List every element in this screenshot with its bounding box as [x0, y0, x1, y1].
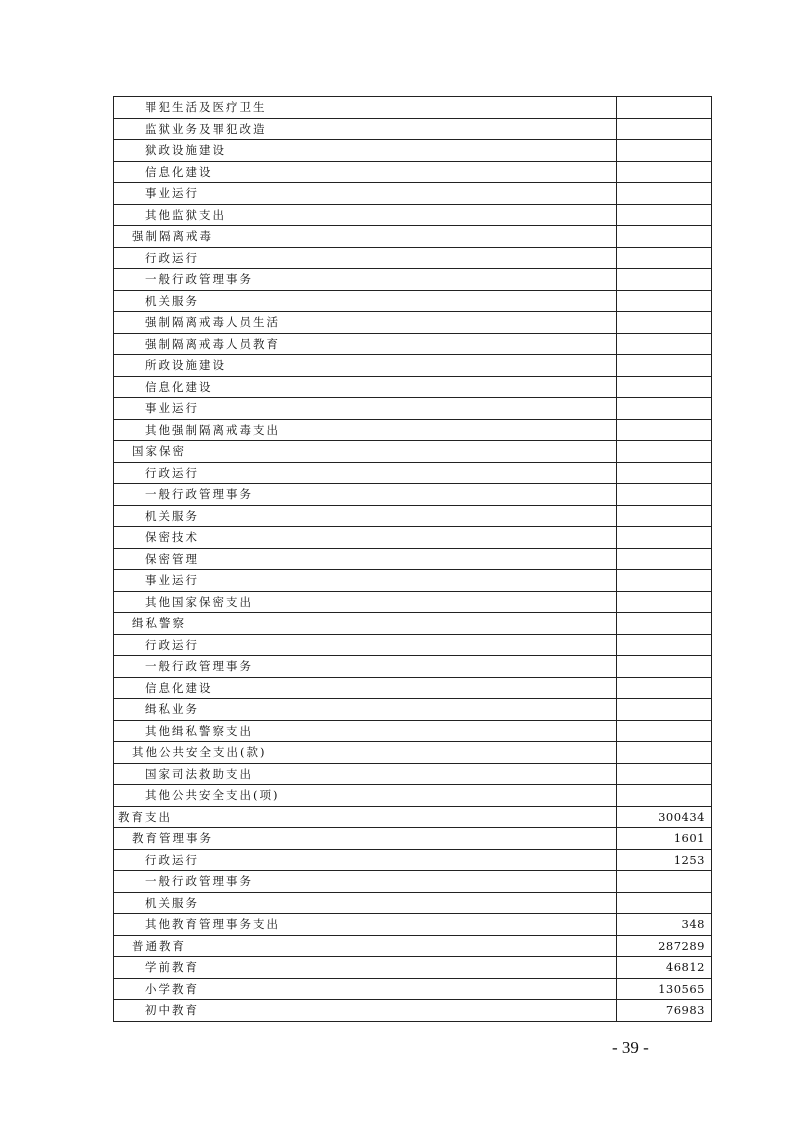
row-label: 信息化建设 — [114, 161, 617, 183]
table-row — [114, 699, 712, 721]
row-value — [617, 441, 712, 463]
table-row — [114, 419, 712, 441]
row-value — [617, 290, 712, 312]
row-value — [617, 398, 712, 420]
table-row — [114, 269, 712, 291]
table-row — [114, 720, 712, 742]
table-row — [114, 183, 712, 205]
table-row — [114, 591, 712, 613]
table-row — [114, 892, 712, 914]
table-row — [114, 742, 712, 764]
row-label: 保密技术 — [114, 527, 617, 549]
row-value — [617, 419, 712, 441]
table-row — [114, 957, 712, 979]
row-value — [617, 355, 712, 377]
row-label: 强制隔离戒毒 — [114, 226, 617, 248]
table-row — [114, 570, 712, 592]
row-label: 初中教育 — [114, 1000, 617, 1022]
row-label: 其他缉私警察支出 — [114, 720, 617, 742]
table-row — [114, 978, 712, 1000]
table-row — [114, 376, 712, 398]
row-label: 其他公共安全支出(项) — [114, 785, 617, 807]
table-row — [114, 871, 712, 893]
row-value — [617, 97, 712, 119]
row-label: 教育支出 — [114, 806, 617, 828]
table-row — [114, 849, 712, 871]
row-value: 46812 — [617, 957, 712, 979]
table-row — [114, 677, 712, 699]
row-value — [617, 312, 712, 334]
row-label: 行政运行 — [114, 634, 617, 656]
table-row — [114, 914, 712, 936]
row-label: 一般行政管理事务 — [114, 656, 617, 678]
row-label: 强制隔离戒毒人员生活 — [114, 312, 617, 334]
table-row — [114, 828, 712, 850]
row-value — [617, 699, 712, 721]
row-value — [617, 591, 712, 613]
row-value — [617, 140, 712, 162]
table-row — [114, 462, 712, 484]
row-value: 130565 — [617, 978, 712, 1000]
row-label: 机关服务 — [114, 505, 617, 527]
table-row — [114, 785, 712, 807]
row-label: 监狱业务及罪犯改造 — [114, 118, 617, 140]
row-label: 行政运行 — [114, 247, 617, 269]
row-value — [617, 613, 712, 635]
row-value — [617, 204, 712, 226]
row-label: 事业运行 — [114, 183, 617, 205]
table-row — [114, 1000, 712, 1022]
table-row — [114, 613, 712, 635]
row-label: 所政设施建设 — [114, 355, 617, 377]
row-label: 一般行政管理事务 — [114, 871, 617, 893]
row-label: 机关服务 — [114, 290, 617, 312]
row-value — [617, 785, 712, 807]
row-value — [617, 505, 712, 527]
row-label: 一般行政管理事务 — [114, 269, 617, 291]
row-value: 300434 — [617, 806, 712, 828]
table-row — [114, 398, 712, 420]
row-value — [617, 269, 712, 291]
row-value — [617, 634, 712, 656]
row-label: 普通教育 — [114, 935, 617, 957]
table-row — [114, 161, 712, 183]
row-value — [617, 527, 712, 549]
row-value: 348 — [617, 914, 712, 936]
row-label: 信息化建设 — [114, 677, 617, 699]
row-label: 机关服务 — [114, 892, 617, 914]
table-row — [114, 484, 712, 506]
row-label: 其他监狱支出 — [114, 204, 617, 226]
row-label: 小学教育 — [114, 978, 617, 1000]
table-row — [114, 226, 712, 248]
table-row — [114, 247, 712, 269]
table-row — [114, 806, 712, 828]
table-row — [114, 290, 712, 312]
table-row — [114, 97, 712, 119]
row-value — [617, 548, 712, 570]
row-label: 其他强制隔离戒毒支出 — [114, 419, 617, 441]
table-row — [114, 204, 712, 226]
page-number: - 39 - — [612, 1038, 649, 1057]
row-value: 1253 — [617, 849, 712, 871]
row-label: 国家保密 — [114, 441, 617, 463]
row-value — [617, 892, 712, 914]
row-label: 其他教育管理事务支出 — [114, 914, 617, 936]
row-value: 287289 — [617, 935, 712, 957]
row-label: 缉私业务 — [114, 699, 617, 721]
row-value — [617, 763, 712, 785]
row-value — [617, 247, 712, 269]
row-label: 狱政设施建设 — [114, 140, 617, 162]
row-label: 行政运行 — [114, 462, 617, 484]
row-label: 其他公共安全支出(款) — [114, 742, 617, 764]
row-value: 76983 — [617, 1000, 712, 1022]
budget-table — [113, 96, 712, 1022]
row-label: 学前教育 — [114, 957, 617, 979]
row-value — [617, 462, 712, 484]
row-value — [617, 871, 712, 893]
row-label: 罪犯生活及医疗卫生 — [114, 97, 617, 119]
table-row — [114, 441, 712, 463]
table-row — [114, 656, 712, 678]
table-row — [114, 634, 712, 656]
row-value — [617, 161, 712, 183]
row-value — [617, 742, 712, 764]
row-value — [617, 376, 712, 398]
row-label: 事业运行 — [114, 398, 617, 420]
table-row — [114, 355, 712, 377]
row-value — [617, 570, 712, 592]
table-row — [114, 548, 712, 570]
row-label: 行政运行 — [114, 849, 617, 871]
table-row — [114, 118, 712, 140]
row-value — [617, 484, 712, 506]
row-value — [617, 656, 712, 678]
table-row — [114, 763, 712, 785]
row-label: 事业运行 — [114, 570, 617, 592]
row-label: 国家司法救助支出 — [114, 763, 617, 785]
table-body — [114, 97, 712, 1022]
row-label: 教育管理事务 — [114, 828, 617, 850]
row-value: 1601 — [617, 828, 712, 850]
row-value — [617, 118, 712, 140]
table-row — [114, 312, 712, 334]
row-value — [617, 720, 712, 742]
row-value — [617, 226, 712, 248]
table-row — [114, 140, 712, 162]
row-label: 保密管理 — [114, 548, 617, 570]
row-value — [617, 333, 712, 355]
row-value — [617, 677, 712, 699]
table-row — [114, 935, 712, 957]
row-value — [617, 183, 712, 205]
row-label: 一般行政管理事务 — [114, 484, 617, 506]
table-row — [114, 333, 712, 355]
table-row — [114, 527, 712, 549]
row-label: 信息化建设 — [114, 376, 617, 398]
row-label: 其他国家保密支出 — [114, 591, 617, 613]
table-row — [114, 505, 712, 527]
row-label: 缉私警察 — [114, 613, 617, 635]
row-label: 强制隔离戒毒人员教育 — [114, 333, 617, 355]
